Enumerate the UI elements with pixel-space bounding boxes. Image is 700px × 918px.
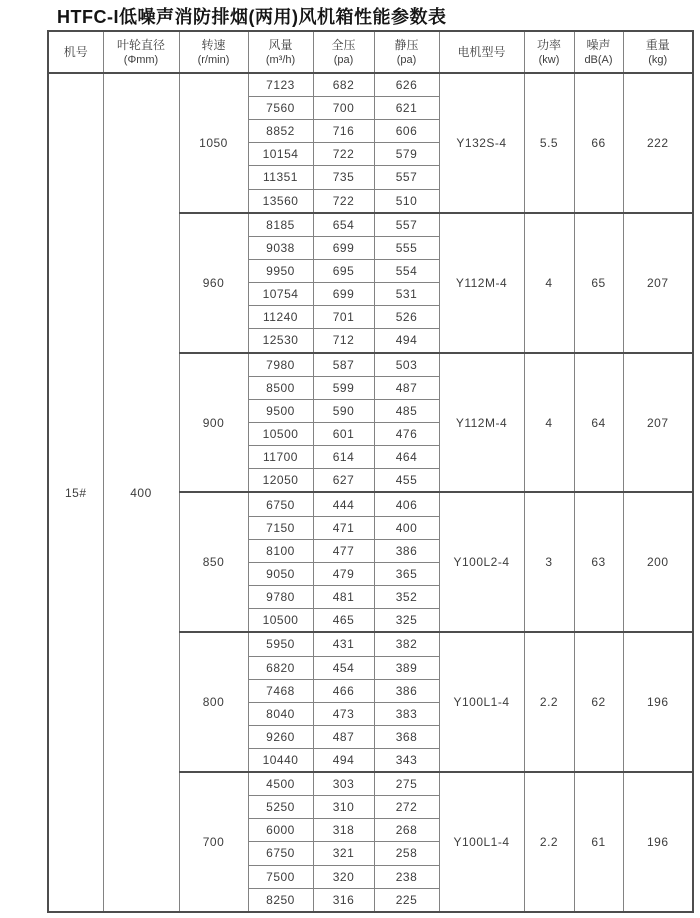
static-pressure-cell: 389 bbox=[374, 656, 439, 679]
noise-cell: 62 bbox=[574, 632, 623, 772]
weight-cell: 222 bbox=[623, 73, 693, 213]
airflow-cell: 8250 bbox=[248, 888, 313, 912]
header-row bbox=[48, 31, 693, 73]
col-header-static-pressure bbox=[374, 31, 439, 73]
noise-cell: 61 bbox=[574, 772, 623, 912]
total-pressure-cell: 590 bbox=[313, 399, 374, 422]
col-header-unit: (pa) bbox=[396, 53, 417, 66]
weight-cell: 207 bbox=[623, 213, 693, 353]
total-pressure-cell: 487 bbox=[313, 725, 374, 748]
static-pressure-cell: 383 bbox=[374, 702, 439, 725]
airflow-cell: 6750 bbox=[248, 492, 313, 516]
total-pressure-cell: 699 bbox=[313, 237, 374, 260]
static-pressure-cell: 272 bbox=[374, 796, 439, 819]
total-pressure-cell: 481 bbox=[313, 585, 374, 608]
col-header-unit: (r/min) bbox=[197, 53, 230, 66]
col-header-label: 静压 bbox=[394, 37, 419, 52]
static-pressure-cell: 365 bbox=[374, 562, 439, 585]
static-pressure-cell: 238 bbox=[374, 865, 439, 888]
motor-model-cell: Y132S-4 bbox=[439, 73, 524, 213]
total-pressure-cell: 599 bbox=[313, 376, 374, 399]
airflow-cell: 9500 bbox=[248, 399, 313, 422]
airflow-cell: 7560 bbox=[248, 97, 313, 120]
airflow-cell: 8040 bbox=[248, 702, 313, 725]
total-pressure-cell: 321 bbox=[313, 842, 374, 865]
col-header-label: 叶轮直径 bbox=[116, 37, 165, 52]
static-pressure-cell: 275 bbox=[374, 772, 439, 796]
airflow-cell: 12050 bbox=[248, 469, 313, 493]
col-header-speed bbox=[179, 31, 248, 73]
airflow-cell: 8852 bbox=[248, 120, 313, 143]
total-pressure-cell: 722 bbox=[313, 189, 374, 213]
total-pressure-cell: 682 bbox=[313, 73, 374, 97]
col-header-label: 功率 bbox=[536, 37, 561, 52]
airflow-cell: 10154 bbox=[248, 143, 313, 166]
total-pressure-cell: 466 bbox=[313, 679, 374, 702]
weight-cell: 196 bbox=[623, 772, 693, 912]
airflow-cell: 13560 bbox=[248, 189, 313, 213]
total-pressure-cell: 601 bbox=[313, 423, 374, 446]
total-pressure-cell: 431 bbox=[313, 632, 374, 656]
data-row bbox=[48, 73, 693, 97]
static-pressure-cell: 258 bbox=[374, 842, 439, 865]
col-header-label: 全压 bbox=[331, 37, 356, 52]
static-pressure-cell: 503 bbox=[374, 353, 439, 377]
table-body bbox=[48, 73, 693, 912]
airflow-cell: 7980 bbox=[248, 353, 313, 377]
total-pressure-cell: 614 bbox=[313, 446, 374, 469]
static-pressure-cell: 400 bbox=[374, 516, 439, 539]
total-pressure-cell: 316 bbox=[313, 888, 374, 912]
col-header-impeller-diameter bbox=[103, 31, 179, 73]
speed-cell: 700 bbox=[179, 772, 248, 912]
total-pressure-cell: 701 bbox=[313, 306, 374, 329]
total-pressure-cell: 471 bbox=[313, 516, 374, 539]
motor-model-cell: Y100L2-4 bbox=[439, 492, 524, 632]
static-pressure-cell: 386 bbox=[374, 679, 439, 702]
static-pressure-cell: 406 bbox=[374, 492, 439, 516]
speed-cell: 960 bbox=[179, 213, 248, 353]
total-pressure-cell: 712 bbox=[313, 329, 374, 353]
total-pressure-cell: 494 bbox=[313, 748, 374, 772]
total-pressure-cell: 477 bbox=[313, 539, 374, 562]
motor-model-cell: Y112M-4 bbox=[439, 353, 524, 493]
airflow-cell: 5950 bbox=[248, 632, 313, 656]
fan-spec-table bbox=[47, 30, 694, 913]
col-header-motor-model bbox=[439, 31, 524, 73]
total-pressure-cell: 722 bbox=[313, 143, 374, 166]
noise-cell: 63 bbox=[574, 492, 623, 632]
airflow-cell: 12530 bbox=[248, 329, 313, 353]
airflow-cell: 9260 bbox=[248, 725, 313, 748]
col-header-label: 机号 bbox=[63, 44, 88, 59]
total-pressure-cell: 465 bbox=[313, 608, 374, 632]
speed-cell: 1050 bbox=[179, 73, 248, 213]
total-pressure-cell: 318 bbox=[313, 819, 374, 842]
noise-cell: 65 bbox=[574, 213, 623, 353]
col-header-label: 重量 bbox=[645, 37, 670, 52]
static-pressure-cell: 343 bbox=[374, 748, 439, 772]
airflow-cell: 8185 bbox=[248, 213, 313, 237]
airflow-cell: 10440 bbox=[248, 748, 313, 772]
static-pressure-cell: 352 bbox=[374, 585, 439, 608]
total-pressure-cell: 695 bbox=[313, 260, 374, 283]
airflow-cell: 10500 bbox=[248, 423, 313, 446]
static-pressure-cell: 579 bbox=[374, 143, 439, 166]
static-pressure-cell: 554 bbox=[374, 260, 439, 283]
static-pressure-cell: 386 bbox=[374, 539, 439, 562]
airflow-cell: 9038 bbox=[248, 237, 313, 260]
weight-cell: 196 bbox=[623, 632, 693, 772]
col-header-total-pressure bbox=[313, 31, 374, 73]
total-pressure-cell: 587 bbox=[313, 353, 374, 377]
total-pressure-cell: 303 bbox=[313, 772, 374, 796]
total-pressure-cell: 716 bbox=[313, 120, 374, 143]
total-pressure-cell: 735 bbox=[313, 166, 374, 189]
total-pressure-cell: 454 bbox=[313, 656, 374, 679]
total-pressure-cell: 479 bbox=[313, 562, 374, 585]
airflow-cell: 7150 bbox=[248, 516, 313, 539]
static-pressure-cell: 455 bbox=[374, 469, 439, 493]
static-pressure-cell: 555 bbox=[374, 237, 439, 260]
col-header-unit: (kg) bbox=[648, 53, 668, 66]
static-pressure-cell: 557 bbox=[374, 166, 439, 189]
total-pressure-cell: 627 bbox=[313, 469, 374, 493]
static-pressure-cell: 494 bbox=[374, 329, 439, 353]
col-header-unit: (m³/h) bbox=[265, 53, 296, 66]
speed-cell: 850 bbox=[179, 492, 248, 632]
static-pressure-cell: 464 bbox=[374, 446, 439, 469]
static-pressure-cell: 621 bbox=[374, 97, 439, 120]
airflow-cell: 8100 bbox=[248, 539, 313, 562]
col-header-weight bbox=[623, 31, 693, 73]
airflow-cell: 6820 bbox=[248, 656, 313, 679]
airflow-cell: 11240 bbox=[248, 306, 313, 329]
motor-model-cell: Y112M-4 bbox=[439, 213, 524, 353]
table-header bbox=[48, 31, 693, 73]
power-cell: 2.2 bbox=[524, 632, 574, 772]
col-header-label: 噪声 bbox=[586, 37, 611, 52]
power-cell: 4 bbox=[524, 213, 574, 353]
airflow-cell: 4500 bbox=[248, 772, 313, 796]
weight-cell: 207 bbox=[623, 353, 693, 493]
airflow-cell: 11351 bbox=[248, 166, 313, 189]
col-header-machine-no bbox=[48, 31, 103, 73]
static-pressure-cell: 526 bbox=[374, 306, 439, 329]
static-pressure-cell: 382 bbox=[374, 632, 439, 656]
weight-cell: 200 bbox=[623, 492, 693, 632]
power-cell: 2.2 bbox=[524, 772, 574, 912]
col-header-unit: dB(A) bbox=[584, 53, 613, 66]
static-pressure-cell: 531 bbox=[374, 283, 439, 306]
static-pressure-cell: 487 bbox=[374, 376, 439, 399]
machine-no-cell: 15# bbox=[48, 73, 103, 912]
noise-cell: 64 bbox=[574, 353, 623, 493]
static-pressure-cell: 368 bbox=[374, 725, 439, 748]
static-pressure-cell: 225 bbox=[374, 888, 439, 912]
col-header-label: 电机型号 bbox=[457, 44, 506, 59]
col-header-unit: (kw) bbox=[538, 53, 560, 66]
noise-cell: 66 bbox=[574, 73, 623, 213]
total-pressure-cell: 444 bbox=[313, 492, 374, 516]
airflow-cell: 7500 bbox=[248, 865, 313, 888]
total-pressure-cell: 310 bbox=[313, 796, 374, 819]
airflow-cell: 6000 bbox=[248, 819, 313, 842]
airflow-cell: 7123 bbox=[248, 73, 313, 97]
airflow-cell: 8500 bbox=[248, 376, 313, 399]
col-header-airflow bbox=[248, 31, 313, 73]
col-header-unit: (Φmm) bbox=[123, 53, 159, 66]
airflow-cell: 10754 bbox=[248, 283, 313, 306]
col-header-power bbox=[524, 31, 574, 73]
static-pressure-cell: 485 bbox=[374, 399, 439, 422]
total-pressure-cell: 654 bbox=[313, 213, 374, 237]
power-cell: 3 bbox=[524, 492, 574, 632]
airflow-cell: 11700 bbox=[248, 446, 313, 469]
total-pressure-cell: 699 bbox=[313, 283, 374, 306]
static-pressure-cell: 268 bbox=[374, 819, 439, 842]
airflow-cell: 5250 bbox=[248, 796, 313, 819]
static-pressure-cell: 557 bbox=[374, 213, 439, 237]
static-pressure-cell: 325 bbox=[374, 608, 439, 632]
col-header-unit: (pa) bbox=[333, 53, 354, 66]
airflow-cell: 9950 bbox=[248, 260, 313, 283]
total-pressure-cell: 473 bbox=[313, 702, 374, 725]
speed-cell: 900 bbox=[179, 353, 248, 493]
motor-model-cell: Y100L1-4 bbox=[439, 772, 524, 912]
airflow-cell: 7468 bbox=[248, 679, 313, 702]
power-cell: 4 bbox=[524, 353, 574, 493]
airflow-cell: 10500 bbox=[248, 608, 313, 632]
static-pressure-cell: 510 bbox=[374, 189, 439, 213]
static-pressure-cell: 626 bbox=[374, 73, 439, 97]
total-pressure-cell: 700 bbox=[313, 97, 374, 120]
speed-cell: 800 bbox=[179, 632, 248, 772]
col-header-label: 风量 bbox=[268, 37, 293, 52]
airflow-cell: 9780 bbox=[248, 585, 313, 608]
impeller-diameter-cell: 400 bbox=[103, 73, 179, 912]
col-header-label: 转速 bbox=[201, 37, 226, 52]
motor-model-cell: Y100L1-4 bbox=[439, 632, 524, 772]
total-pressure-cell: 320 bbox=[313, 865, 374, 888]
col-header-noise bbox=[574, 31, 623, 73]
static-pressure-cell: 606 bbox=[374, 120, 439, 143]
airflow-cell: 9050 bbox=[248, 562, 313, 585]
page-title: HTFC-I低噪声消防排烟(两用)风机箱性能参数表 bbox=[57, 7, 447, 27]
airflow-cell: 6750 bbox=[248, 842, 313, 865]
power-cell: 5.5 bbox=[524, 73, 574, 213]
static-pressure-cell: 476 bbox=[374, 423, 439, 446]
